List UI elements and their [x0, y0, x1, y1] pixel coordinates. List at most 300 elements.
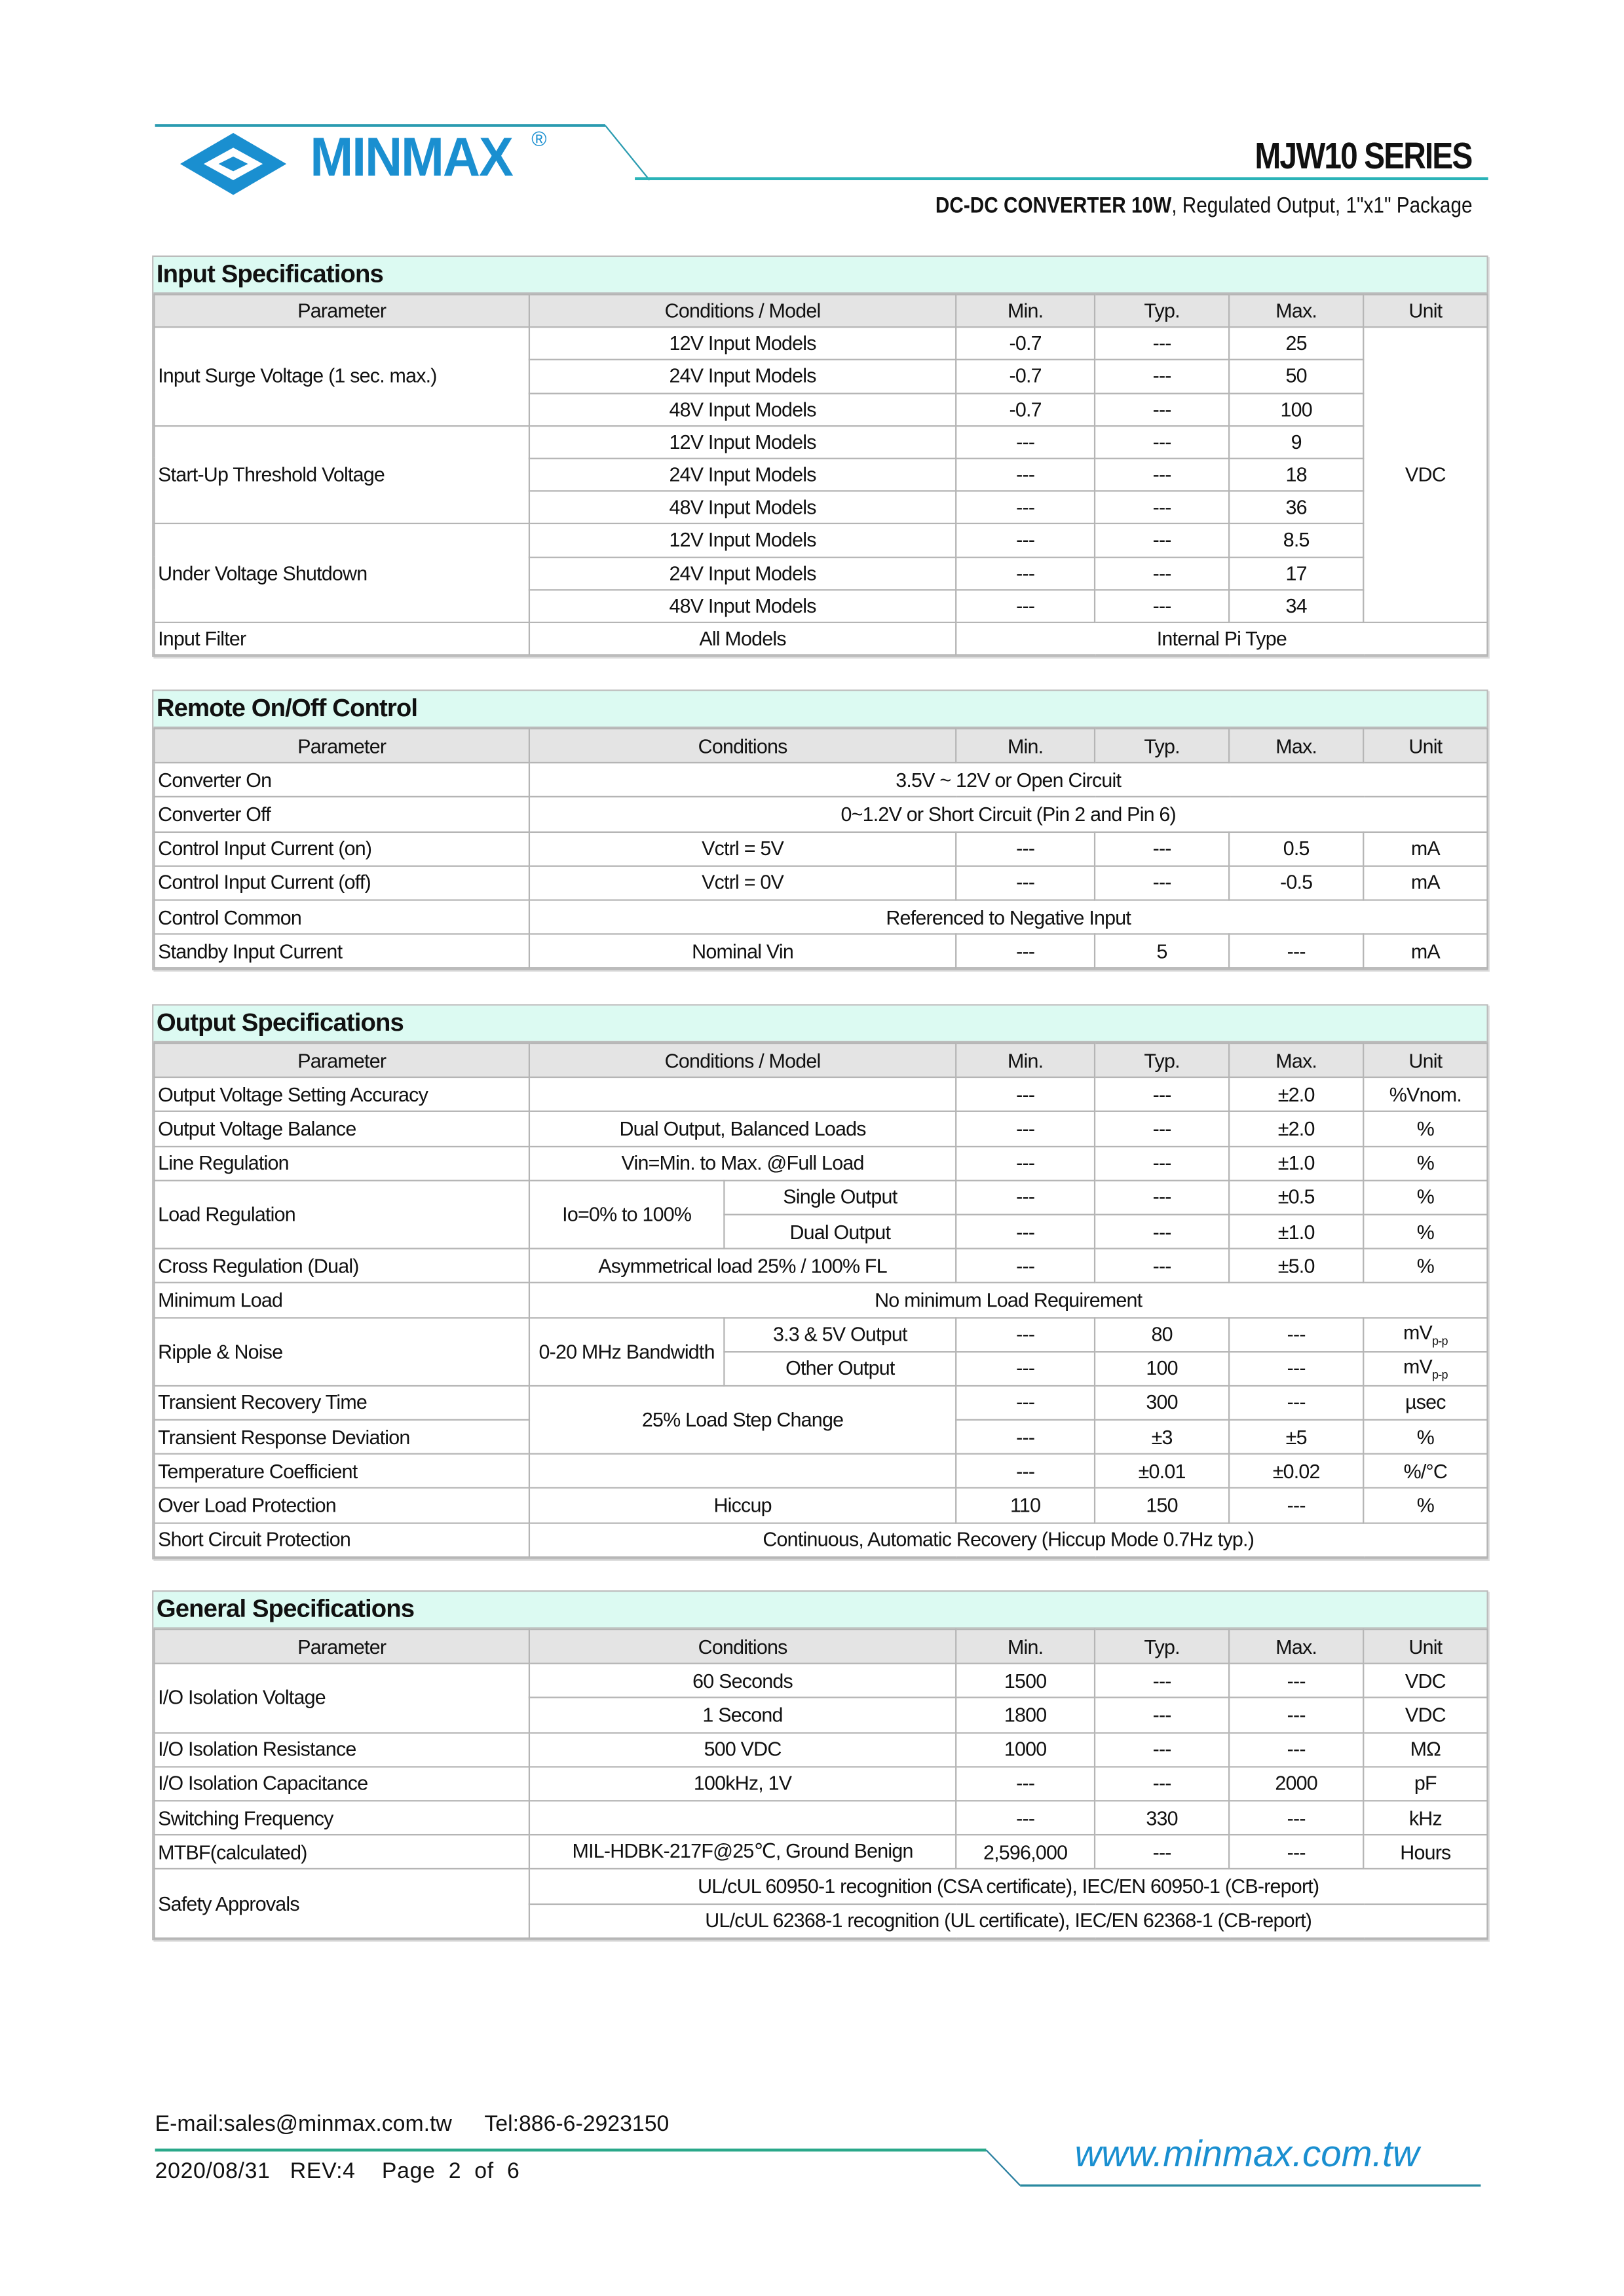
- cell-text: 25% Load Step Change: [641, 1409, 844, 1431]
- cell-text: Over Load Protection: [158, 1494, 336, 1517]
- cell-text: ---: [1152, 496, 1171, 519]
- table-cell: [956, 1351, 1095, 1385]
- cell-text: UL/cUL 62368-1 recognition (UL certificate), IEC/EN 62368-1 (CB-report): [705, 1909, 1312, 1932]
- cell-text: %: [1416, 1254, 1435, 1277]
- table-cell: [1363, 832, 1487, 866]
- table-cell: [1363, 1077, 1487, 1111]
- table-cell: [1229, 1767, 1363, 1801]
- table-row: [155, 1523, 1488, 1557]
- cell-text: ---: [1016, 837, 1035, 860]
- table-cell: [1229, 393, 1363, 426]
- cell-text: Dual Output, Balanced Loads: [619, 1117, 866, 1140]
- spec-table-remote: [152, 689, 1488, 970]
- cell-text: Output Voltage Setting Accuracy: [158, 1083, 428, 1106]
- cell-text: -0.7: [1009, 398, 1042, 421]
- table-cell: [956, 491, 1095, 524]
- table-cell: [1363, 1835, 1487, 1869]
- table-cell: [1095, 1146, 1229, 1180]
- cell-text: Typ.: [1144, 1636, 1180, 1658]
- table-cell: [1095, 360, 1229, 393]
- cell-text: ---: [1287, 1670, 1306, 1693]
- table-cell: [529, 590, 956, 622]
- table-cell: [1229, 832, 1363, 866]
- cell-text: ±5.0: [1277, 1254, 1315, 1277]
- table-cell: [956, 1077, 1095, 1111]
- cell-text: mA: [1410, 837, 1440, 860]
- table-cell: [529, 1454, 956, 1488]
- cell-text: 18: [1285, 463, 1307, 486]
- table-cell: [529, 1317, 724, 1386]
- table-cell: [155, 524, 529, 622]
- table-cell: [1095, 866, 1229, 900]
- cell-text: Max.: [1275, 1636, 1317, 1658]
- header-row: [155, 729, 1488, 763]
- table-cell: [529, 426, 956, 459]
- table-cell: [1363, 1454, 1487, 1488]
- cell-text: 300: [1146, 1391, 1178, 1414]
- table-cell: [529, 1488, 956, 1522]
- table-cell: [529, 1077, 956, 1111]
- table-cell: [1363, 1317, 1487, 1351]
- cell-text: Cross Regulation (Dual): [158, 1254, 359, 1277]
- table-cell: [529, 1767, 956, 1801]
- cell-text: ±1.0: [1277, 1220, 1315, 1243]
- table-cell: [956, 1420, 1095, 1454]
- column-header: [1229, 295, 1363, 328]
- table-cell: [529, 393, 956, 426]
- cell-text: Transient Recovery Time: [158, 1391, 368, 1414]
- table-cell: [155, 1249, 529, 1283]
- cell-text: ---: [1152, 1841, 1171, 1864]
- cell-text: ---: [1152, 463, 1171, 486]
- cell-text: Parameter: [297, 1636, 387, 1658]
- table-cell: [529, 1835, 956, 1869]
- cell-text: Converter On: [158, 769, 272, 792]
- column-header: [956, 729, 1095, 763]
- table-row: [155, 1386, 1488, 1420]
- table-cell: [956, 1488, 1095, 1522]
- cell-text: µsec: [1405, 1391, 1446, 1414]
- table-cell: [956, 1664, 1095, 1698]
- cell-text: -0.7: [1009, 365, 1042, 388]
- column-header: [956, 1043, 1095, 1077]
- table-cell: [1095, 1112, 1229, 1146]
- table-cell: [1095, 832, 1229, 866]
- table-cell: [529, 1523, 1488, 1557]
- table-cell: [956, 426, 1095, 459]
- cell-text: I/O Isolation Resistance: [158, 1738, 356, 1761]
- header-row: [155, 1630, 1488, 1664]
- cell-text: 100: [1146, 1357, 1178, 1380]
- subtitle-bold: DC-DC CONVERTER 10W: [935, 193, 1171, 219]
- table-cell: [155, 1317, 529, 1386]
- table-cell: [1095, 1351, 1229, 1385]
- table-cell: [155, 1869, 529, 1938]
- table-cell: [1095, 1317, 1229, 1351]
- cell-text: MΩ: [1410, 1738, 1441, 1761]
- cell-text: Parameter: [297, 1049, 387, 1072]
- cell-text: 2,596,000: [983, 1841, 1068, 1864]
- cell-text: mA: [1410, 940, 1440, 963]
- cell-text: ±2.0: [1277, 1117, 1315, 1140]
- cell-text: All Models: [699, 627, 786, 650]
- table-cell: [529, 934, 956, 968]
- cell-text: Under Voltage Shutdown: [158, 562, 368, 584]
- table-cell: [155, 328, 529, 426]
- table-cell: [155, 1077, 529, 1111]
- table-cell: [155, 1488, 529, 1522]
- cell-text: 330: [1146, 1807, 1178, 1829]
- footer-date: 2020/08/31: [155, 2158, 271, 2185]
- table-cell: [956, 1112, 1095, 1146]
- series-title: MJW10 SERIES: [1255, 136, 1472, 178]
- column-header: [1363, 1630, 1487, 1664]
- footer-tel: Tel:886-6-2923150: [484, 2111, 670, 2137]
- cell-text: ---: [1287, 1391, 1306, 1414]
- cell-text: %: [1416, 1117, 1435, 1140]
- table-cell: [529, 459, 956, 491]
- header-row: [155, 295, 1488, 328]
- table-cell: [1363, 1180, 1487, 1214]
- table-cell: [1229, 1146, 1363, 1180]
- cell-text: ---: [1152, 1704, 1171, 1727]
- table-row: [155, 1488, 1488, 1522]
- footer-email: E-mail:sales@minmax.com.tw: [155, 2111, 452, 2137]
- cell-text: 24V Input Models: [669, 562, 816, 584]
- cell-text: Input Surge Voltage (1 sec. max.): [158, 365, 437, 388]
- table-row: [155, 1664, 1488, 1698]
- cell-text: Continuous, Automatic Recovery (Hiccup Mode 0.7Hz typ.): [763, 1528, 1255, 1551]
- cell-text: Ripple & Noise: [158, 1340, 283, 1363]
- table-cell: [155, 1454, 529, 1488]
- cell-text: 110: [1010, 1494, 1041, 1517]
- table-cell: [529, 866, 956, 900]
- spec-table-input: [152, 256, 1488, 657]
- table-cell: [1363, 1214, 1487, 1248]
- table-cell: [1229, 1698, 1363, 1732]
- cell-text: ---: [1016, 1186, 1035, 1209]
- header-row: [155, 1043, 1488, 1077]
- cell-text: 50: [1285, 365, 1307, 388]
- table-row: [155, 763, 1488, 797]
- table-cell: [1229, 360, 1363, 393]
- column-header: [1095, 729, 1229, 763]
- cell-text: ---: [1016, 496, 1035, 519]
- column-header: [529, 1630, 956, 1664]
- table-cell: [724, 1317, 956, 1351]
- table-cell: [155, 832, 529, 866]
- footer-meta: [155, 2159, 520, 2184]
- cell-text: -0.5: [1280, 871, 1313, 894]
- cell-text: 9: [1291, 430, 1302, 453]
- table-cell: [1363, 934, 1487, 968]
- table-row: [155, 426, 1488, 459]
- cell-text: ---: [1016, 463, 1035, 486]
- table-cell: [956, 590, 1095, 622]
- cell-text: Safety Approvals: [158, 1892, 299, 1915]
- cell-text: Typ.: [1144, 1049, 1180, 1072]
- table-row: [155, 1732, 1488, 1767]
- table-cell: [1095, 934, 1229, 968]
- column-header: [1095, 1630, 1229, 1664]
- table-cell: [1229, 491, 1363, 524]
- table-cell: [1095, 1454, 1229, 1488]
- table-cell: [529, 1112, 956, 1146]
- cell-text: Dual Output: [789, 1220, 891, 1243]
- table-cell: [956, 1835, 1095, 1869]
- cell-text: Max.: [1275, 1049, 1317, 1072]
- cell-text: Conditions / Model: [664, 299, 821, 322]
- cell-text: %: [1416, 1494, 1435, 1517]
- cell-text: Referenced to Negative Input: [886, 906, 1131, 928]
- unit-subscript: p-p: [1432, 1368, 1448, 1382]
- cell-text: Transient Response Deviation: [158, 1426, 410, 1449]
- cell-text: No minimum Load Requirement: [875, 1289, 1142, 1311]
- table-cell: [1229, 1351, 1363, 1385]
- product-subtitle: [935, 193, 1472, 218]
- column-header: [1363, 1043, 1487, 1077]
- table-cell: [155, 622, 529, 655]
- cell-text: Unit: [1408, 1636, 1443, 1658]
- cell-text: ---: [1152, 837, 1171, 860]
- cell-text: Vctrl = 0V: [702, 871, 784, 894]
- table-cell: [956, 866, 1095, 900]
- table-cell: [529, 832, 956, 866]
- table-row: [155, 1317, 1488, 1351]
- cell-text: I/O Isolation Capacitance: [158, 1772, 368, 1795]
- table-cell: [1095, 1420, 1229, 1454]
- table-cell: [1095, 1488, 1229, 1522]
- table-cell: [1363, 1351, 1487, 1385]
- footer-page: Page 2 of 6: [381, 2158, 520, 2185]
- cell-text: 48V Input Models: [669, 594, 816, 617]
- cell-text: Typ.: [1144, 735, 1180, 757]
- cell-text: Typ.: [1144, 299, 1180, 322]
- table-cell: [529, 1801, 956, 1835]
- table-cell: [1095, 1698, 1229, 1732]
- table-cell: [956, 328, 1095, 360]
- table-cell: [529, 1732, 956, 1767]
- table-cell: [1363, 1664, 1487, 1698]
- table-cell: [155, 1767, 529, 1801]
- table-cell: [529, 763, 1488, 797]
- cell-text: ---: [1152, 1738, 1171, 1761]
- table-cell: [529, 1904, 1488, 1938]
- column-header: [155, 729, 529, 763]
- table-cell: [155, 1835, 529, 1869]
- cell-text: 0-20 MHz Bandwidth: [538, 1340, 715, 1363]
- registered-mark: ®: [531, 126, 547, 151]
- cell-text: ---: [1016, 871, 1035, 894]
- table-cell: [956, 1317, 1095, 1351]
- table-cell: [956, 459, 1095, 491]
- table-cell: [1095, 1077, 1229, 1111]
- cell-text: ---: [1152, 1083, 1171, 1106]
- table-cell: [1095, 524, 1229, 557]
- cell-text: UL/cUL 60950-1 recognition (CSA certificate), IEC/EN 60950-1 (CB-report): [698, 1875, 1319, 1898]
- cell-text: 2000: [1275, 1772, 1317, 1795]
- cell-text: Unit: [1408, 1049, 1443, 1072]
- cell-text: Line Regulation: [158, 1152, 289, 1174]
- table-cell: [1095, 491, 1229, 524]
- cell-text: Min.: [1007, 1636, 1044, 1658]
- table-cell: [1229, 524, 1363, 557]
- cell-text: ---: [1016, 594, 1035, 617]
- table-cell: [1095, 1386, 1229, 1420]
- table-cell: [1229, 934, 1363, 968]
- subtitle-rest: , Regulated Output, 1"x1" Package: [1171, 193, 1472, 219]
- table-cell: [529, 1386, 956, 1455]
- cell-text: Load Regulation: [158, 1203, 295, 1226]
- cell-text: ---: [1152, 871, 1171, 894]
- cell-text: ---: [1287, 1738, 1306, 1761]
- table-cell: [956, 622, 1487, 655]
- table-cell: [1095, 328, 1229, 360]
- section-title: Output Specifications: [153, 1006, 1486, 1043]
- cell-text: ---: [1016, 1323, 1035, 1346]
- table-cell: [1363, 1801, 1487, 1835]
- table-cell: [956, 557, 1095, 590]
- table-row: [155, 622, 1488, 655]
- cell-text: ---: [1016, 430, 1035, 453]
- cell-text: Conditions: [698, 735, 787, 757]
- table-row: [155, 1454, 1488, 1488]
- cell-text: ±5: [1285, 1426, 1307, 1449]
- cell-text: Short Circuit Protection: [158, 1528, 351, 1551]
- cell-text: %: [1416, 1220, 1435, 1243]
- cell-text: Temperature Coefficient: [158, 1460, 358, 1483]
- table-cell: [956, 832, 1095, 866]
- table-row: [155, 1146, 1488, 1180]
- cell-text: %/°C: [1403, 1460, 1448, 1483]
- cell-text: 3.5V ~ 12V or Open Circuit: [896, 769, 1122, 792]
- cell-text: VDC: [1405, 1670, 1446, 1693]
- cell-text: 500 VDC: [704, 1738, 782, 1761]
- table-cell: [1095, 590, 1229, 622]
- cell-text: Min.: [1007, 1049, 1044, 1072]
- table-row: [155, 328, 1488, 360]
- cell-text: -0.7: [1009, 332, 1042, 355]
- table-cell: [1363, 1698, 1487, 1732]
- table-cell: [724, 1180, 956, 1214]
- cell-text: ---: [1287, 1494, 1306, 1517]
- table-cell: [155, 1801, 529, 1835]
- table-cell: [1229, 557, 1363, 590]
- cell-text: ---: [1287, 1323, 1306, 1346]
- table-row: [155, 934, 1488, 968]
- table-cell: [956, 1249, 1095, 1283]
- cell-text: Control Common: [158, 906, 302, 928]
- cell-text: 80: [1151, 1323, 1173, 1346]
- table-cell: [1363, 1112, 1487, 1146]
- table-cell: [724, 1214, 956, 1248]
- cell-text: 1800: [1004, 1704, 1047, 1727]
- cell-text: %: [1416, 1186, 1435, 1209]
- column-header: [155, 295, 529, 328]
- cell-text: ---: [1016, 940, 1035, 963]
- cell-text: ---: [1016, 1117, 1035, 1140]
- cell-text: 25: [1285, 332, 1307, 355]
- table-cell: [1229, 1454, 1363, 1488]
- unit-subscript: p-p: [1432, 1333, 1448, 1348]
- cell-text: ±2.0: [1277, 1083, 1315, 1106]
- table-cell: [1095, 1732, 1229, 1767]
- cell-text: mV: [1403, 1355, 1433, 1378]
- table-cell: [724, 1351, 956, 1385]
- cell-text: ---: [1287, 940, 1306, 963]
- table-cell: [1095, 393, 1229, 426]
- column-header: [1095, 295, 1229, 328]
- cell-text: 100: [1280, 398, 1312, 421]
- footer-website-link[interactable]: www.minmax.com.tw: [1074, 2133, 1420, 2175]
- table-cell: [956, 393, 1095, 426]
- cell-text: Conditions / Model: [664, 1049, 821, 1072]
- cell-text: MIL-HDBK-217F@25℃, Ground Benign: [572, 1840, 913, 1863]
- cell-text: Conditions: [698, 1636, 787, 1658]
- table-cell: [1095, 426, 1229, 459]
- cell-text: Input Filter: [158, 627, 246, 650]
- cell-text: ±1.0: [1277, 1152, 1315, 1174]
- table-row: [155, 1180, 1488, 1214]
- table-cell: [1363, 1249, 1487, 1283]
- cell-text: Parameter: [297, 299, 387, 322]
- table-row: [155, 1249, 1488, 1283]
- cell-text: Control Input Current (off): [158, 871, 371, 894]
- cell-text: ---: [1152, 1152, 1171, 1174]
- cell-text: Parameter: [297, 735, 387, 757]
- table-cell: [1095, 1767, 1229, 1801]
- table-cell: [529, 1283, 1488, 1317]
- cell-text: ±0.01: [1138, 1460, 1186, 1483]
- cell-text: 8.5: [1283, 529, 1310, 552]
- table-cell: [529, 328, 956, 360]
- cell-text: 0.5: [1283, 837, 1310, 860]
- table-cell: [1095, 1835, 1229, 1869]
- cell-text: ---: [1152, 529, 1171, 552]
- cell-text: VDC: [1405, 463, 1446, 486]
- table-cell: [1229, 1112, 1363, 1146]
- cell-text: ---: [1152, 398, 1171, 421]
- table-cell: [529, 557, 956, 590]
- cell-text: ---: [1016, 562, 1035, 584]
- column-header: [1229, 1043, 1363, 1077]
- table-cell: [1229, 1317, 1363, 1351]
- cell-text: Io=0% to 100%: [562, 1203, 692, 1226]
- column-header: [1363, 295, 1487, 328]
- table-cell: [1363, 1767, 1487, 1801]
- cell-text: ---: [1016, 1772, 1035, 1795]
- cell-text: mV: [1403, 1321, 1433, 1344]
- table-cell: [1363, 866, 1487, 900]
- table-cell: [1095, 1801, 1229, 1835]
- cell-text: Start-Up Threshold Voltage: [158, 463, 385, 486]
- table-cell: [529, 491, 956, 524]
- column-header: [529, 1043, 956, 1077]
- cell-text: 17: [1285, 562, 1307, 584]
- cell-text: ---: [1152, 1670, 1171, 1693]
- table-cell: [155, 934, 529, 968]
- column-header: [1363, 729, 1487, 763]
- cell-text: Converter Off: [158, 803, 271, 826]
- table-cell: [529, 900, 1488, 934]
- table-cell: [956, 524, 1095, 557]
- table-cell: [1229, 426, 1363, 459]
- table-cell: [155, 1732, 529, 1767]
- cell-text: ---: [1016, 1807, 1035, 1829]
- cell-text: MTBF(calculated): [158, 1841, 307, 1864]
- cell-text: Hours: [1400, 1841, 1451, 1864]
- table-cell: [956, 1386, 1095, 1420]
